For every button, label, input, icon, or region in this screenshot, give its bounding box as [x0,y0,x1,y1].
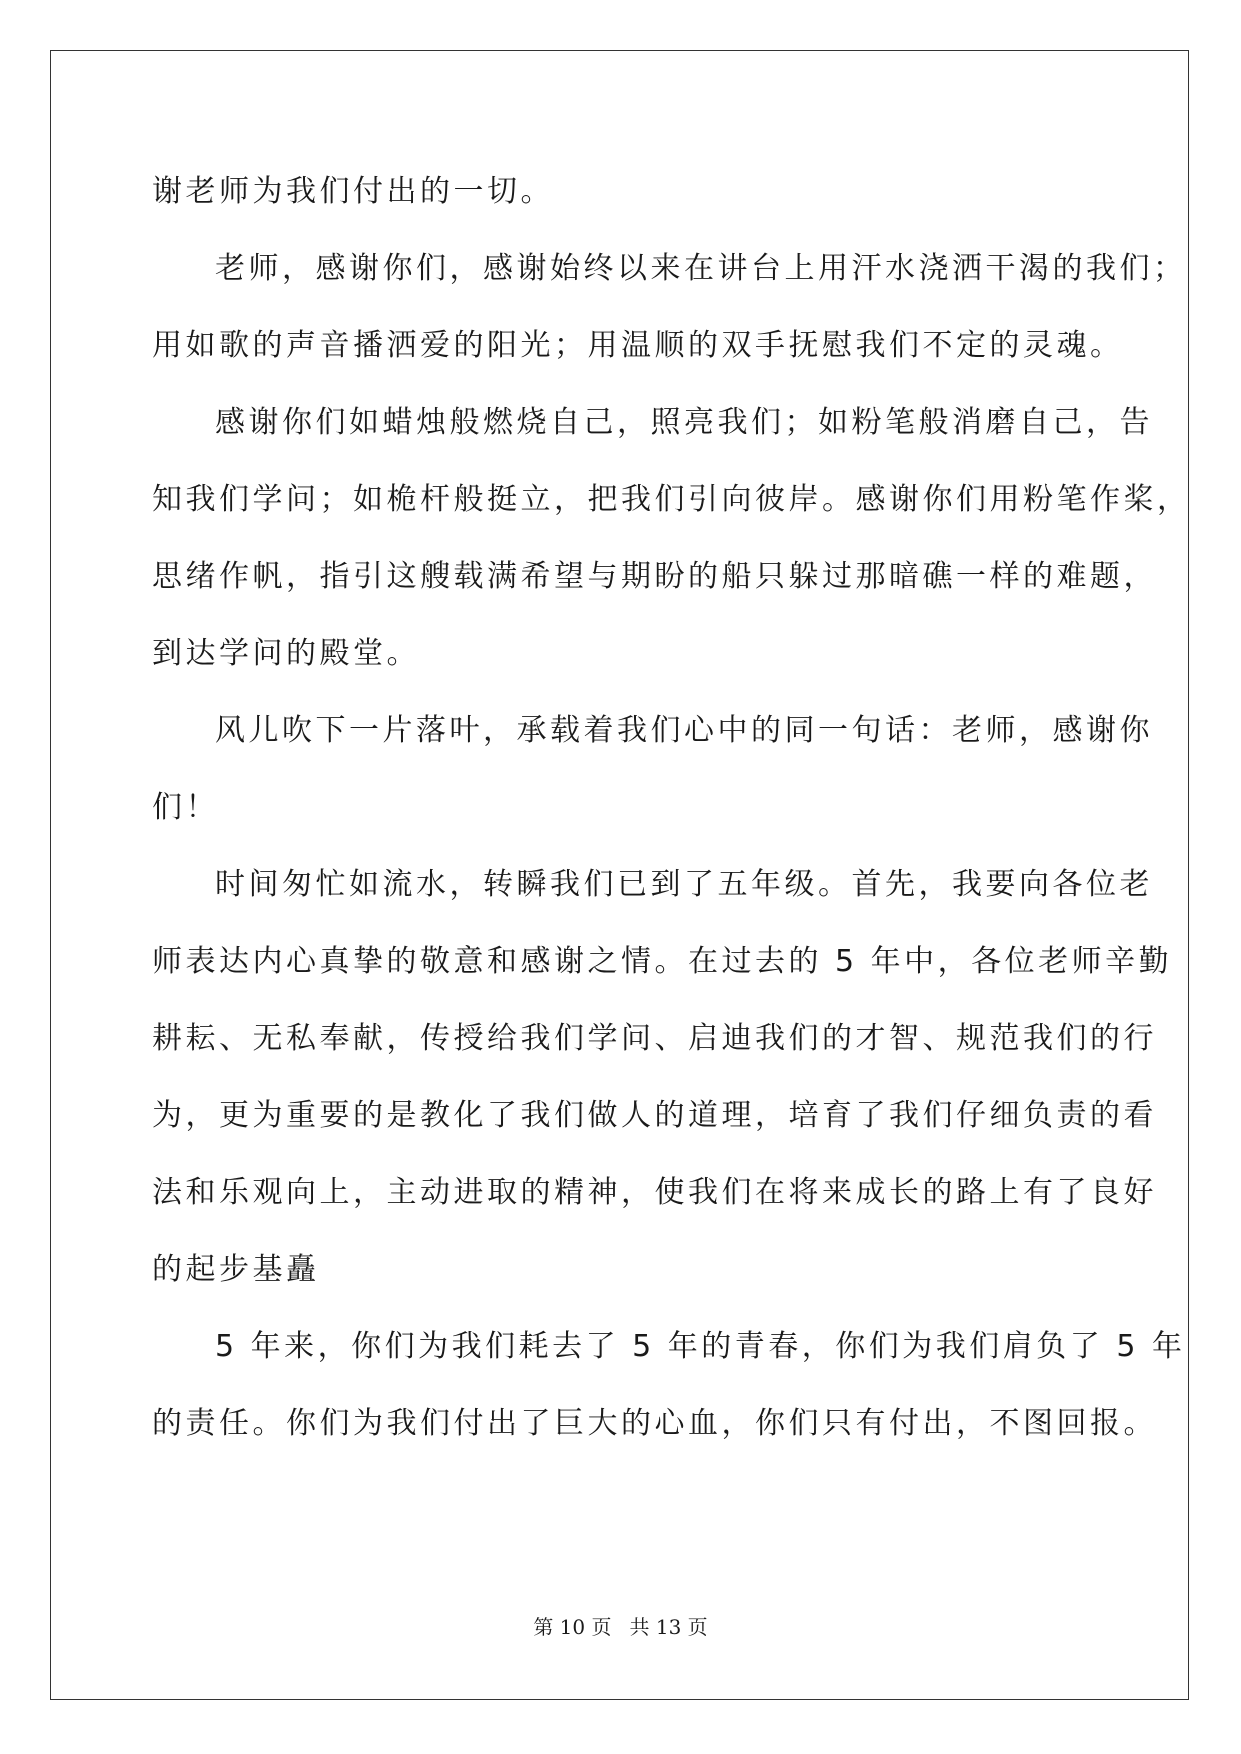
text-line: 们！ [152,790,219,825]
text-line: 老师，感谢你们，感谢始终以来在讲台上用汗水浇洒干渴的我们； [215,251,1187,286]
text-line: 法和乐观向上，主动进取的精神，使我们在将来成长的路上有了良好 [152,1175,1157,1210]
text-line: 知我们学问；如桅杆般挺立，把我们引向彼岸。感谢你们用粉笔作桨， [152,482,1191,517]
text-line: 用如歌的声音播洒爱的阳光；用温顺的双手抚慰我们不定的灵魂。 [152,328,1124,363]
page-total: 共 13 页 [629,1615,708,1639]
text-line: 的责任。你们为我们付出了巨大的心血，你们只有付出，不图回报。 [152,1406,1157,1441]
text-line: 师表达内心真挚的敬意和感谢之情。在过去的 5 年中，各位老师辛勤 [152,944,1173,979]
text-line: 5 年来，你们为我们耗去了 5 年的青春，你们为我们肩负了 5 年 [215,1329,1186,1364]
text-line: 风儿吹下一片落叶，承载着我们心中的同一句话：老师，感谢你 [215,713,1153,748]
text-line: 为，更为重要的是教化了我们做人的道理，培育了我们仔细负责的看 [152,1098,1157,1133]
text-line: 谢老师为我们付出的一切。 [152,174,554,209]
text-line: 时间匆忙如流水，转瞬我们已到了五年级。首先，我要向各位老 [215,867,1153,902]
text-line: 思绪作帆，指引这艘载满希望与期盼的船只躲过那暗礁一样的难题， [152,559,1157,594]
text-line: 的起步基矗 [152,1252,320,1287]
page-number: 第 10 页 [533,1615,612,1639]
text-line: 感谢你们如蜡烛般燃烧自己，照亮我们；如粉笔般消磨自己，告 [215,405,1153,440]
page-footer [0,1615,1241,1639]
text-line: 耕耘、无私奉献，传授给我们学问、启迪我们的才智、规范我们的行 [152,1021,1157,1056]
text-line: 到达学问的殿堂。 [152,636,420,671]
